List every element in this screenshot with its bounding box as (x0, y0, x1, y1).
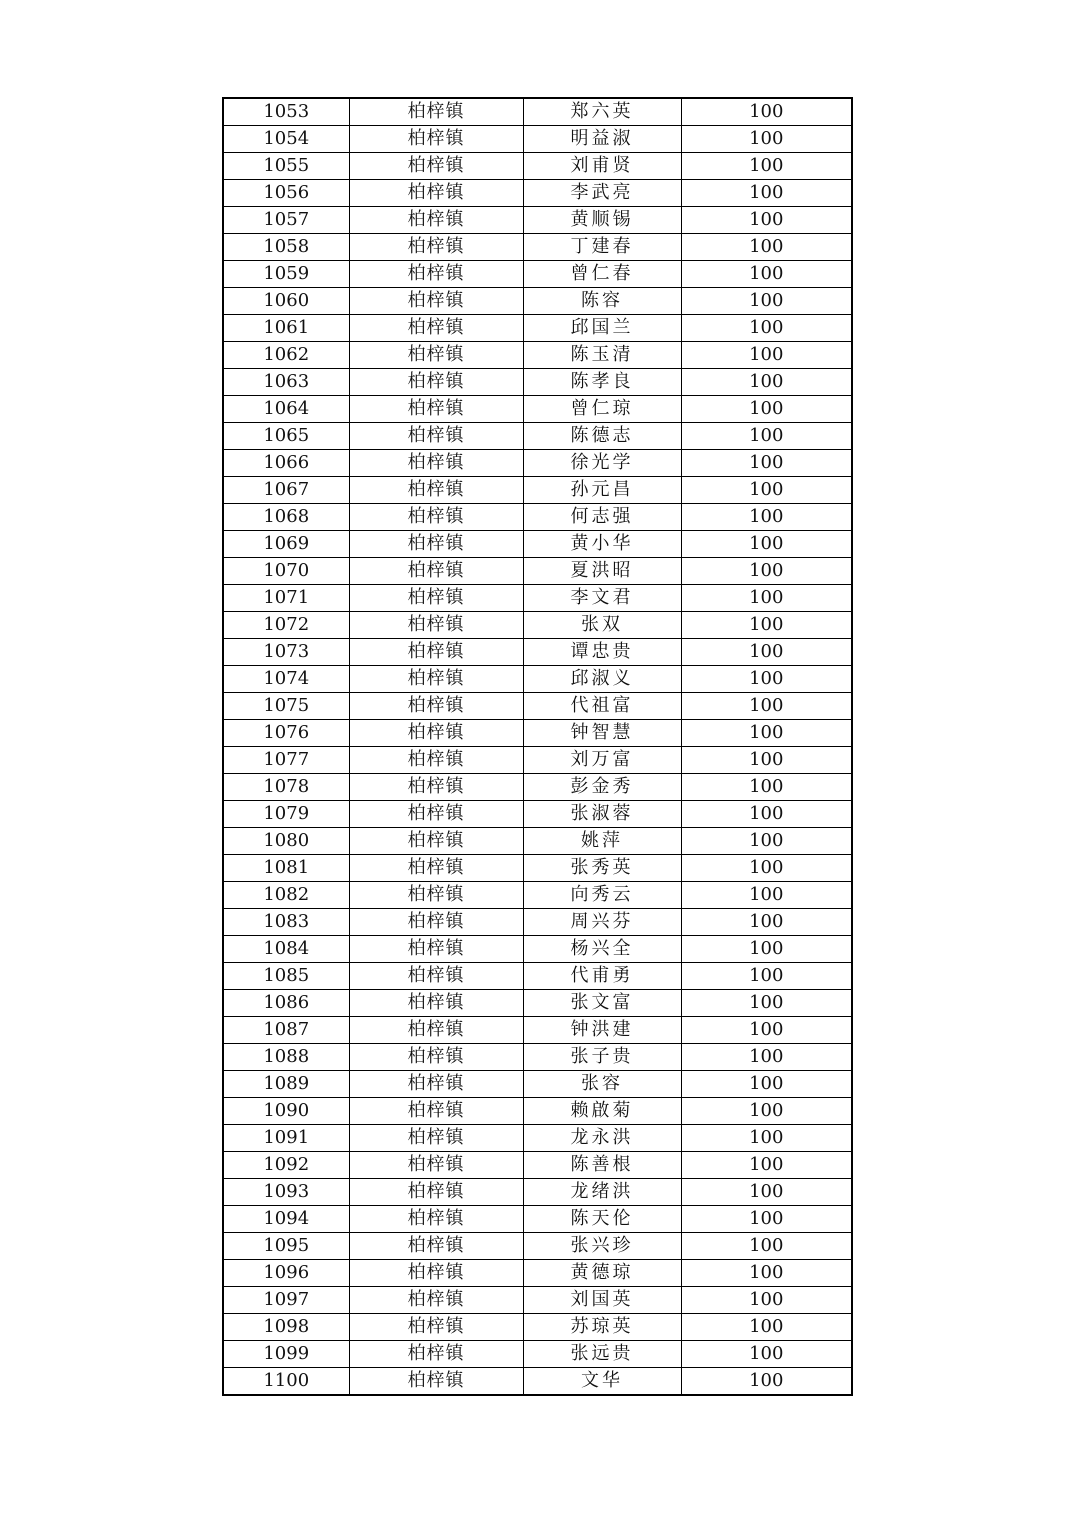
cell-amount: 100 (681, 1017, 852, 1044)
cell-amount: 100 (681, 207, 852, 234)
cell-name: 谭忠贵 (523, 639, 681, 666)
table-row (223, 504, 852, 531)
cell-amount: 100 (681, 774, 852, 801)
cell-amount: 100 (681, 369, 852, 396)
cell-amount: 100 (681, 450, 852, 477)
cell-name: 张子贵 (523, 1044, 681, 1071)
cell-town: 柏梓镇 (349, 774, 523, 801)
cell-number: 1099 (223, 1341, 349, 1368)
table-row (223, 1368, 852, 1396)
cell-number: 1090 (223, 1098, 349, 1125)
cell-town: 柏梓镇 (349, 693, 523, 720)
cell-number: 1077 (223, 747, 349, 774)
cell-amount: 100 (681, 990, 852, 1017)
cell-town: 柏梓镇 (349, 639, 523, 666)
cell-number: 1057 (223, 207, 349, 234)
cell-amount: 100 (681, 1260, 852, 1287)
cell-number: 1054 (223, 126, 349, 153)
cell-name: 陈善根 (523, 1152, 681, 1179)
cell-amount: 100 (681, 747, 852, 774)
cell-amount: 100 (681, 261, 852, 288)
cell-name: 陈天伦 (523, 1206, 681, 1233)
table-row (223, 369, 852, 396)
table-row (223, 396, 852, 423)
table-row (223, 1044, 852, 1071)
cell-town: 柏梓镇 (349, 720, 523, 747)
cell-number: 1081 (223, 855, 349, 882)
roster-table (222, 97, 853, 1396)
cell-amount: 100 (681, 1179, 852, 1206)
cell-number: 1065 (223, 423, 349, 450)
cell-name: 刘国英 (523, 1287, 681, 1314)
cell-town: 柏梓镇 (349, 369, 523, 396)
cell-town: 柏梓镇 (349, 747, 523, 774)
cell-amount: 100 (681, 396, 852, 423)
cell-amount: 100 (681, 153, 852, 180)
cell-name: 孙元昌 (523, 477, 681, 504)
cell-town: 柏梓镇 (349, 1044, 523, 1071)
cell-town: 柏梓镇 (349, 1098, 523, 1125)
cell-town: 柏梓镇 (349, 1233, 523, 1260)
cell-name: 徐光学 (523, 450, 681, 477)
cell-amount: 100 (681, 531, 852, 558)
cell-name: 杨兴全 (523, 936, 681, 963)
table-row (223, 531, 852, 558)
cell-town: 柏梓镇 (349, 801, 523, 828)
table-row (223, 342, 852, 369)
cell-number: 1060 (223, 288, 349, 315)
table-row (223, 1152, 852, 1179)
cell-number: 1082 (223, 882, 349, 909)
cell-name: 黄德琼 (523, 1260, 681, 1287)
cell-town: 柏梓镇 (349, 1368, 523, 1396)
cell-name: 彭金秀 (523, 774, 681, 801)
cell-amount: 100 (681, 504, 852, 531)
table-row (223, 1287, 852, 1314)
cell-name: 张远贵 (523, 1341, 681, 1368)
table-row (223, 639, 852, 666)
table-row (223, 1071, 852, 1098)
roster-table-body (223, 98, 852, 1395)
cell-amount: 100 (681, 612, 852, 639)
cell-number: 1066 (223, 450, 349, 477)
cell-number: 1092 (223, 1152, 349, 1179)
cell-number: 1084 (223, 936, 349, 963)
table-row (223, 801, 852, 828)
cell-amount: 100 (681, 98, 852, 126)
table-row (223, 153, 852, 180)
cell-town: 柏梓镇 (349, 828, 523, 855)
cell-town: 柏梓镇 (349, 1260, 523, 1287)
cell-number: 1075 (223, 693, 349, 720)
cell-name: 陈容 (523, 288, 681, 315)
cell-amount: 100 (681, 234, 852, 261)
cell-amount: 100 (681, 639, 852, 666)
cell-amount: 100 (681, 423, 852, 450)
cell-town: 柏梓镇 (349, 180, 523, 207)
cell-name: 张淑蓉 (523, 801, 681, 828)
cell-name: 黄小华 (523, 531, 681, 558)
cell-number: 1073 (223, 639, 349, 666)
cell-town: 柏梓镇 (349, 207, 523, 234)
table-row (223, 774, 852, 801)
cell-number: 1063 (223, 369, 349, 396)
cell-town: 柏梓镇 (349, 1125, 523, 1152)
cell-number: 1055 (223, 153, 349, 180)
cell-name: 郑六英 (523, 98, 681, 126)
cell-name: 苏琼英 (523, 1314, 681, 1341)
cell-town: 柏梓镇 (349, 1206, 523, 1233)
cell-town: 柏梓镇 (349, 1071, 523, 1098)
cell-amount: 100 (681, 936, 852, 963)
cell-number: 1064 (223, 396, 349, 423)
cell-name: 夏洪昭 (523, 558, 681, 585)
cell-number: 1095 (223, 1233, 349, 1260)
table-row (223, 234, 852, 261)
table-row (223, 1260, 852, 1287)
cell-number: 1096 (223, 1260, 349, 1287)
cell-name: 代甫勇 (523, 963, 681, 990)
cell-town: 柏梓镇 (349, 1152, 523, 1179)
cell-amount: 100 (681, 126, 852, 153)
table-row (223, 990, 852, 1017)
cell-amount: 100 (681, 1314, 852, 1341)
cell-number: 1070 (223, 558, 349, 585)
cell-amount: 100 (681, 963, 852, 990)
table-row (223, 288, 852, 315)
cell-number: 1076 (223, 720, 349, 747)
cell-name: 邱淑义 (523, 666, 681, 693)
cell-town: 柏梓镇 (349, 261, 523, 288)
table-row (223, 207, 852, 234)
cell-name: 张秀英 (523, 855, 681, 882)
cell-amount: 100 (681, 801, 852, 828)
table-row (223, 126, 852, 153)
cell-amount: 100 (681, 1287, 852, 1314)
cell-amount: 100 (681, 1368, 852, 1396)
cell-town: 柏梓镇 (349, 612, 523, 639)
cell-amount: 100 (681, 1233, 852, 1260)
cell-number: 1072 (223, 612, 349, 639)
table-row (223, 1017, 852, 1044)
cell-number: 1097 (223, 1287, 349, 1314)
cell-number: 1088 (223, 1044, 349, 1071)
cell-amount: 100 (681, 477, 852, 504)
table-row (223, 585, 852, 612)
cell-amount: 100 (681, 1341, 852, 1368)
cell-name: 代祖富 (523, 693, 681, 720)
table-row (223, 423, 852, 450)
table-row (223, 855, 852, 882)
table-row (223, 1233, 852, 1260)
cell-town: 柏梓镇 (349, 98, 523, 126)
table-row (223, 909, 852, 936)
cell-name: 李文君 (523, 585, 681, 612)
cell-number: 1089 (223, 1071, 349, 1098)
cell-name: 周兴芬 (523, 909, 681, 936)
cell-name: 黄顺锡 (523, 207, 681, 234)
cell-town: 柏梓镇 (349, 855, 523, 882)
cell-number: 1058 (223, 234, 349, 261)
table-row (223, 98, 852, 126)
cell-town: 柏梓镇 (349, 504, 523, 531)
cell-amount: 100 (681, 909, 852, 936)
cell-number: 1078 (223, 774, 349, 801)
cell-number: 1071 (223, 585, 349, 612)
cell-town: 柏梓镇 (349, 936, 523, 963)
cell-amount: 100 (681, 342, 852, 369)
cell-name: 张文富 (523, 990, 681, 1017)
cell-town: 柏梓镇 (349, 531, 523, 558)
cell-amount: 100 (681, 1044, 852, 1071)
cell-name: 刘万富 (523, 747, 681, 774)
cell-name: 张双 (523, 612, 681, 639)
cell-town: 柏梓镇 (349, 1179, 523, 1206)
table-row (223, 1179, 852, 1206)
cell-town: 柏梓镇 (349, 585, 523, 612)
cell-number: 1085 (223, 963, 349, 990)
table-row (223, 1341, 852, 1368)
cell-number: 1056 (223, 180, 349, 207)
cell-number: 1061 (223, 315, 349, 342)
table-row (223, 558, 852, 585)
cell-amount: 100 (681, 666, 852, 693)
cell-amount: 100 (681, 882, 852, 909)
cell-town: 柏梓镇 (349, 288, 523, 315)
cell-town: 柏梓镇 (349, 153, 523, 180)
cell-name: 赖啟菊 (523, 1098, 681, 1125)
cell-town: 柏梓镇 (349, 666, 523, 693)
cell-amount: 100 (681, 180, 852, 207)
cell-amount: 100 (681, 1071, 852, 1098)
cell-name: 龙永洪 (523, 1125, 681, 1152)
table-row (223, 450, 852, 477)
cell-amount: 100 (681, 720, 852, 747)
cell-amount: 100 (681, 1206, 852, 1233)
cell-amount: 100 (681, 1098, 852, 1125)
cell-name: 向秀云 (523, 882, 681, 909)
cell-town: 柏梓镇 (349, 990, 523, 1017)
cell-town: 柏梓镇 (349, 963, 523, 990)
cell-number: 1091 (223, 1125, 349, 1152)
cell-number: 1098 (223, 1314, 349, 1341)
cell-number: 1059 (223, 261, 349, 288)
cell-number: 1062 (223, 342, 349, 369)
cell-number: 1067 (223, 477, 349, 504)
cell-amount: 100 (681, 828, 852, 855)
cell-name: 陈玉清 (523, 342, 681, 369)
cell-amount: 100 (681, 855, 852, 882)
cell-town: 柏梓镇 (349, 882, 523, 909)
cell-amount: 100 (681, 558, 852, 585)
table-row (223, 315, 852, 342)
cell-town: 柏梓镇 (349, 423, 523, 450)
cell-town: 柏梓镇 (349, 558, 523, 585)
table-row (223, 936, 852, 963)
cell-name: 丁建春 (523, 234, 681, 261)
cell-town: 柏梓镇 (349, 1287, 523, 1314)
table-row (223, 180, 852, 207)
cell-number: 1068 (223, 504, 349, 531)
cell-town: 柏梓镇 (349, 450, 523, 477)
cell-town: 柏梓镇 (349, 1341, 523, 1368)
cell-number: 1087 (223, 1017, 349, 1044)
table-row (223, 747, 852, 774)
cell-name: 姚萍 (523, 828, 681, 855)
cell-name: 陈德志 (523, 423, 681, 450)
cell-number: 1069 (223, 531, 349, 558)
cell-town: 柏梓镇 (349, 342, 523, 369)
cell-amount: 100 (681, 315, 852, 342)
cell-number: 1100 (223, 1368, 349, 1396)
cell-number: 1083 (223, 909, 349, 936)
cell-name: 钟智慧 (523, 720, 681, 747)
cell-number: 1079 (223, 801, 349, 828)
cell-name: 明益淑 (523, 126, 681, 153)
table-row (223, 882, 852, 909)
table-row (223, 1125, 852, 1152)
cell-name: 张兴珍 (523, 1233, 681, 1260)
cell-name: 陈孝良 (523, 369, 681, 396)
table-row (223, 1206, 852, 1233)
cell-name: 文华 (523, 1368, 681, 1396)
cell-amount: 100 (681, 1125, 852, 1152)
cell-town: 柏梓镇 (349, 1314, 523, 1341)
cell-number: 1086 (223, 990, 349, 1017)
cell-number: 1074 (223, 666, 349, 693)
cell-name: 钟洪建 (523, 1017, 681, 1044)
cell-name: 何志强 (523, 504, 681, 531)
cell-number: 1093 (223, 1179, 349, 1206)
table-row (223, 666, 852, 693)
table-row (223, 963, 852, 990)
cell-town: 柏梓镇 (349, 396, 523, 423)
cell-name: 李武亮 (523, 180, 681, 207)
table-row (223, 261, 852, 288)
table-row (223, 1314, 852, 1341)
cell-town: 柏梓镇 (349, 315, 523, 342)
cell-town: 柏梓镇 (349, 1017, 523, 1044)
cell-town: 柏梓镇 (349, 126, 523, 153)
table-row (223, 477, 852, 504)
cell-name: 刘甫贤 (523, 153, 681, 180)
cell-amount: 100 (681, 585, 852, 612)
cell-number: 1080 (223, 828, 349, 855)
cell-number: 1094 (223, 1206, 349, 1233)
cell-name: 龙绪洪 (523, 1179, 681, 1206)
cell-name: 张容 (523, 1071, 681, 1098)
cell-amount: 100 (681, 1152, 852, 1179)
cell-name: 曾仁春 (523, 261, 681, 288)
cell-town: 柏梓镇 (349, 234, 523, 261)
cell-town: 柏梓镇 (349, 477, 523, 504)
cell-number: 1053 (223, 98, 349, 126)
table-row (223, 612, 852, 639)
table-row (223, 693, 852, 720)
cell-name: 邱国兰 (523, 315, 681, 342)
table-row (223, 720, 852, 747)
cell-amount: 100 (681, 693, 852, 720)
table-row (223, 1098, 852, 1125)
table-row (223, 828, 852, 855)
cell-town: 柏梓镇 (349, 909, 523, 936)
cell-amount: 100 (681, 288, 852, 315)
cell-name: 曾仁琼 (523, 396, 681, 423)
